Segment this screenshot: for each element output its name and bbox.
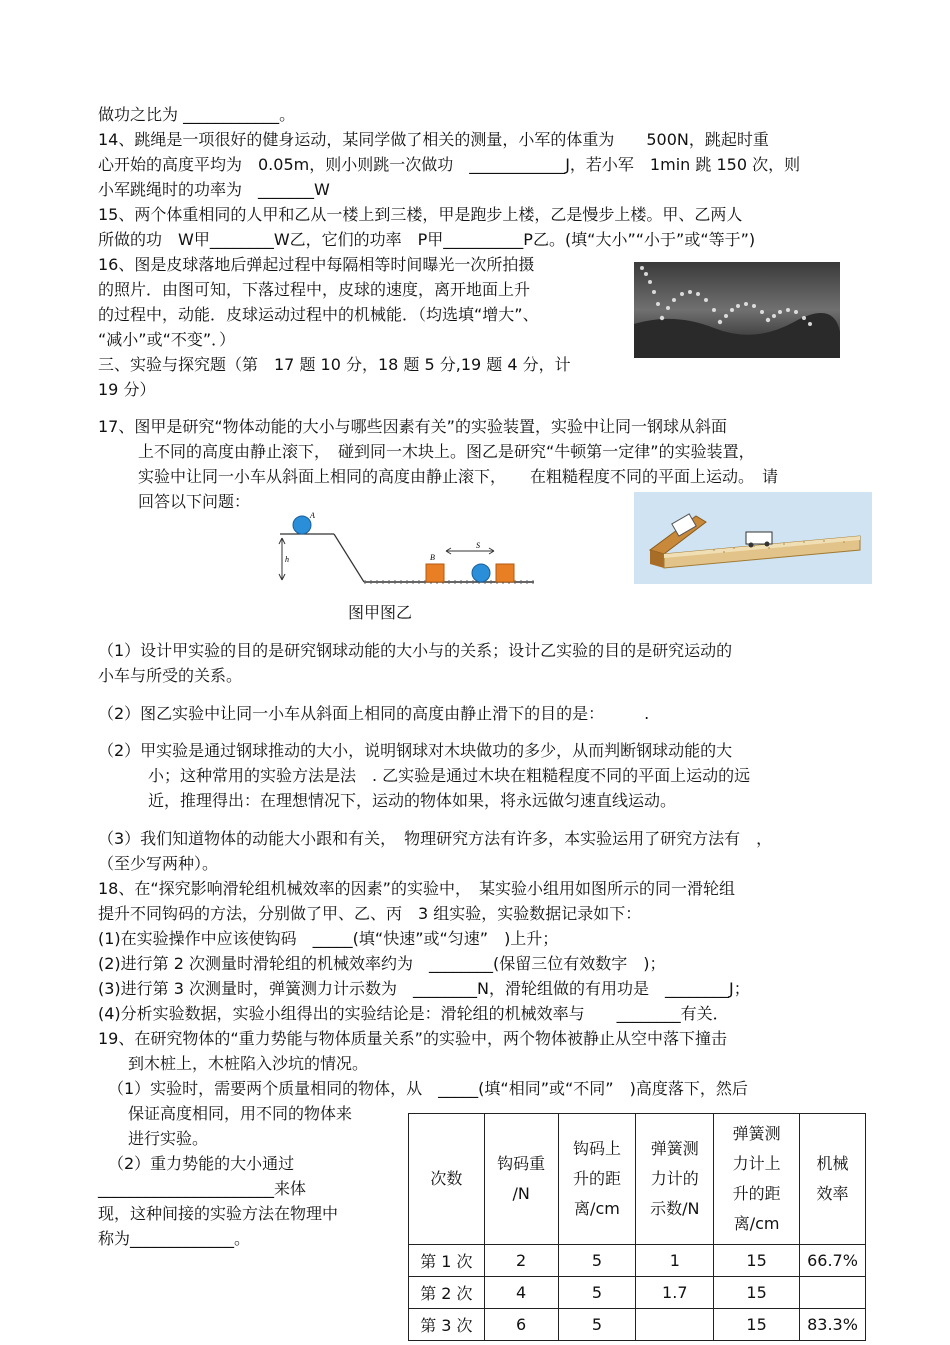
- q17-line-2: 上不同的高度由静止滚下， 碰到同一木块上。图乙是研究“牛顿第一定律”的实验装置，: [138, 442, 755, 461]
- table-cell: 2: [484, 1245, 558, 1277]
- q16-line-3: 的过程中，动能．皮球运动过程中的机械能．（均选填“增大”、: [98, 305, 539, 324]
- figure-yi-photo: [634, 492, 872, 584]
- q18-line-2: 提升不同钩码的方法，分别做了甲、乙、丙 3 组实验，实验数据记录如下：: [98, 904, 642, 923]
- table-cell: [636, 1309, 714, 1341]
- table-cell: 1: [636, 1245, 714, 1277]
- table-cell: 15: [714, 1245, 800, 1277]
- q17-line-4: 回答以下问题：: [138, 492, 251, 511]
- q19-line-2: 到木桩上，木桩陷入沙坑的情况。: [128, 1054, 369, 1073]
- q17-line-1: 17、图甲是研究“物体动能的大小与哪些因素有关”的实验装置，实验中让同一钢球从斜面: [98, 417, 727, 436]
- q15-line-2: 所做的功 W甲________W乙，它们的功率 P甲__________P乙。(填“大小”“小于”或“等于”): [98, 230, 756, 249]
- q17-3-line-1: （3）我们知道物体的动能大小跟和有关， 物理研究方法有许多，本实验运用了研究方法有 ，: [98, 829, 773, 848]
- header-spring-reading: 弹簧测 力计的 示数/N: [636, 1114, 714, 1245]
- q17-2b-line-3: 近，推理得出：在理想情况下，运动的物体如果，将永远做匀速直线运动。: [148, 791, 677, 810]
- header-efficiency: 机械 效率: [800, 1114, 866, 1245]
- table-cell: 1.7: [636, 1277, 714, 1309]
- q17-2b-line-1: （2）甲实验是通过钢球推动的大小，说明钢球对木块做功的多少，从而判断钢球动能的大: [98, 741, 733, 760]
- q17-2a-line: （2）图乙实验中让同一小车从斜面上相同的高度由静止滑下的目的是： .: [98, 704, 650, 723]
- table-cell: 第 1 次: [409, 1245, 485, 1277]
- q18-sub-2: (2)进行第 2 次测量时滑轮组的机械效率约为 ________(保留三位有效数字 )；: [98, 954, 666, 973]
- label-h: h: [285, 555, 289, 564]
- q19-1-line-2: 保证高度相同，用不同的物体来: [128, 1104, 353, 1123]
- q14-line-2: 心开始的高度平均为 0.05m，则小则跳一次做功 ____________J，若小军 1min 跳 150 次，则: [98, 155, 801, 174]
- figure-caption: 图甲图乙: [348, 603, 413, 622]
- table-row: [409, 1277, 866, 1309]
- section3-heading-cont: 19 分）: [98, 380, 156, 399]
- bouncing-ball-photo: [634, 262, 840, 358]
- table-cell: 5: [558, 1277, 636, 1309]
- header-hook-distance: 钩码上 升的距 离/cm: [558, 1114, 636, 1245]
- table-cell: 5: [558, 1245, 636, 1277]
- table-cell: 6: [484, 1309, 558, 1341]
- figure-jia-diagram: [272, 508, 538, 590]
- table-cell: 66.7%: [800, 1245, 866, 1277]
- q17-2b-line-2: 小；这种常用的实验方法是法 . 乙实验是通过木块在粗糙程度不同的平面上运动的远: [148, 766, 751, 785]
- q18-sub-4: (4)分析实验数据，实验小组得出的实验结论是：滑轮组的机械效率与 ________有关．: [98, 1004, 729, 1023]
- header-trial: 次数: [409, 1114, 485, 1245]
- table-cell: 第 2 次: [409, 1277, 485, 1309]
- label-b: B: [430, 553, 435, 562]
- header-spring-distance: 弹簧测 力计上 升的距 离/cm: [714, 1114, 800, 1245]
- q19-2-line-3: 现，这种间接的实验方法在物理中: [98, 1204, 339, 1223]
- q17-3-line-2: （至少写两种）。: [98, 854, 219, 873]
- header-weight: 钩码重 /N: [484, 1114, 558, 1245]
- q15-line-1: 15、两个体重相同的人甲和乙从一楼上到三楼，甲是跑步上楼，乙是慢步上楼。甲、乙两人: [98, 205, 743, 224]
- q18-sub-1: (1)在实验操作中应该使钩码 _____(填“快速”或“匀速” )上升；: [98, 929, 559, 948]
- table-cell: [800, 1277, 866, 1309]
- q19-2-line-4: 称为_____________。: [98, 1229, 251, 1248]
- table-header-row: [409, 1114, 866, 1245]
- label-a: A: [310, 511, 315, 520]
- table-cell: 15: [714, 1309, 800, 1341]
- table-cell: 83.3%: [800, 1309, 866, 1341]
- table-row: [409, 1309, 866, 1341]
- q16-line-4: “减小”或“不变”．）: [98, 330, 236, 349]
- q17-1-line-2: 小车与所受的关系。: [98, 666, 243, 685]
- q18-sub-3: (3)进行第 3 次测量时，弹簧测力计示数为 ________N，滑轮组做的有用功是 ________J；: [98, 979, 750, 998]
- section3-heading: 三、实验与探究题（第 17 题 10 分，18 题 5 分,19 题 4 分，计: [98, 355, 571, 374]
- q14-line-1: 14、跳绳是一项很好的健身运动，某同学做了相关的测量，小军的体重为 500N，跳起时重: [98, 130, 769, 149]
- q18-line-1: 18、在“探究影响滑轮组机械效率的因素”的实验中， 某实验小组用如图所示的同一滑轮组: [98, 879, 735, 898]
- q19-line-1: 19、在研究物体的“重力势能与物体质量关系”的实验中，两个物体被静止从空中落下撞击: [98, 1029, 727, 1048]
- q17-1-line-1: （1）设计甲实验的目的是研究钢球动能的大小与的关系；设计乙实验的目的是研究运动的: [98, 641, 733, 660]
- q19-1-line-1: （1）实验时，需要两个质量相同的物体，从 _____(填“相同”或“不同” )高度落下，然后: [108, 1079, 748, 1098]
- line-work-ratio: 做功之比为 ____________。: [98, 105, 296, 124]
- q16-line-2: 的照片．由图可知，下落过程中，皮球的速度，离开地面上升: [98, 280, 531, 299]
- pulley-data-table: [408, 1113, 866, 1341]
- q19-1-line-3: 进行实验。: [128, 1129, 209, 1148]
- table-cell: 第 3 次: [409, 1309, 485, 1341]
- table-cell: 4: [484, 1277, 558, 1309]
- table-cell: 5: [558, 1309, 636, 1341]
- table-row: [409, 1245, 866, 1277]
- q14-line-3: 小军跳绳时的功率为 _______W: [98, 180, 330, 199]
- q16-line-1: 16、图是皮球落地后弹起过程中每隔相等时间曝光一次所拍摄: [98, 255, 535, 274]
- q19-2-line-1: （2）重力势能的大小通过: [108, 1154, 295, 1173]
- q17-line-3: 实验中让同一小车从斜面上相同的高度由静止滚下， 在粗糙程度不同的平面上运动。 请: [138, 467, 779, 486]
- q19-2-line-2: ______________________来体: [98, 1179, 307, 1198]
- label-s: S: [476, 541, 480, 550]
- table-cell: 15: [714, 1277, 800, 1309]
